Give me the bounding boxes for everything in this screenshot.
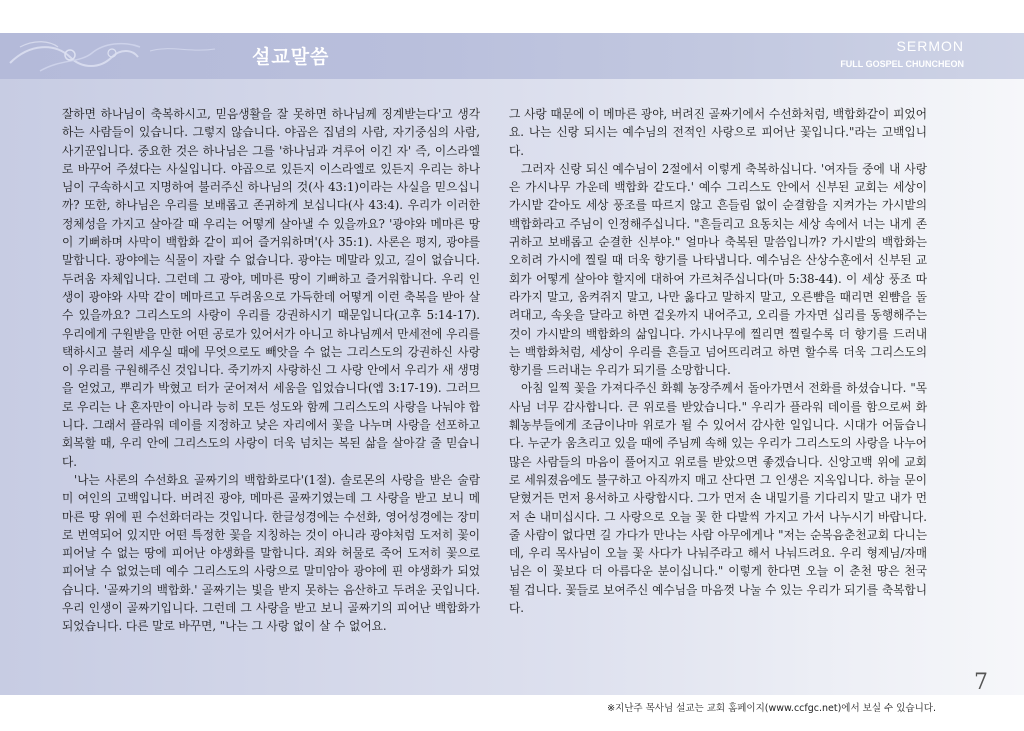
footnote: ※지난주 목사님 설교는 교회 홈페이지(www.ccfgc.net)에서 보실 수 있습니다. xyxy=(607,703,936,714)
sermon-label: SERMON xyxy=(896,38,964,54)
floral-swirl-ornament-icon xyxy=(0,33,230,79)
paragraph: 그러자 신랑 되신 예수님이 2절에서 이렇게 축복하십니다. '여자들 중에 내 사랑은 가시나무 가운데 백합화 같도다.' 예수 그리스도 안에서 신부된 교회는 세상이 가시밭 같아도 세상 풍조를 따르지 않고 흔들림 없이 순결함을 지켜가는 가시밭의 백합화라고 주님이 인정해주십니다. "흔들리고 요동치는 세상 속에서 너는 내게 존귀하고 보배롭고 순결한 신부야." 얼마나 축복된 말씀입니까? 가시밭의 백합화는 오히려 가시에 찔릴 때 더욱 향기를 나타냅니다. 예수님은 산상수훈에서 신부된 교회가 어떻게 살아야 할지에 대하여 가르쳐주십니다(마 5:38-44). 이 세상 풍조 따라가지 말고, 움켜쥐지 말고, 나만 옳다고 말하지 말고, 오른뺨을 때리면 왼뺨을 돌려대고, 속옷을 달라고 하면 겉옷까지 내어주고, 오리를 가자면 십리를 동행해주는 것이 가시밭의 백합화의 삶입니다. 가시나무에 찔리면 찔릴수록 더 향기를 드러내는 백합화처럼, 세상이 우리를 흔들고 넘어뜨리려고 하면 할수록 더욱 그리스도의 향기를 드러내는 우리가 되기를 소망합니다. xyxy=(509,161,927,378)
paragraph: 아침 일찍 꽃을 가져다주신 화훼 농장주께서 돌아가면서 전화를 하셨습니다. "목사님 너무 감사합니다. 큰 위로를 받았습니다." 우리가 플라워 데이를 함으로써 화훼농부들에게 조금이나마 위로가 될 수 있어서 감사한 일입니다. 시대가 어둡습니다. 누군가 움츠리고 있을 때에 주님께 속해 있는 우리가 그리스도의 사랑을 나누어 많은 사람들의 마음이 풀어지고 위로를 받았으면 좋겠습니다. 신앙고백 위에 교회로 세워졌음에도 불구하고 아직까지 매고 산다면 그 인생은 지옥입니다. 하늘 문이 닫혔거든 먼저 용서하고 사랑합시다. 그가 먼저 손 내밀기를 기다리지 말고 내가 먼저 손 내미십시다. 그 사랑으로 오늘 꽃 한 다발씩 가지고 가서 나누시기 바랍니다. 줄 사람이 없다면 길 가다가 만나는 사람 아무에게나 "저는 순복음춘천교회 다니는데, 우리 목사님이 오늘 꽃 사다가 나눠주라고 해서 나눠드려요. 우리 형제님/자매님은 이 꽃보다 더 아름다운 분이십니다." 이렇게 한다면 오늘 이 춘천 땅은 천국 될 겁니다. 꽃들로 보여주신 예수님을 마음껏 나눌 수 있는 우리가 되기를 축복합니다. xyxy=(509,381,927,616)
header-band xyxy=(0,33,1024,79)
left-text-column xyxy=(62,105,480,636)
right-text-column xyxy=(509,105,927,617)
article-body-band xyxy=(0,79,1024,695)
paragraph: 잘하면 하나님이 축복하시고, 믿음생활을 잘 못하면 하나님께 징계받는다'고 생각하는 사람들이 있습니다. 그렇지 않습니다. 야곱은 집념의 사람, 자기중심의 사람, 사기꾼입니다. 중요한 것은 하나님은 그를 '하나님과 겨루어 이긴 자' 즉, 이스라엘 로 바꾸어 주셨다는 사실입니다. 야곱으로 있든지 이스라엘로 있든지 우리는 하나님이 구속하시고 지명하여 불러주신 하나님의 것(사 43:1)이라는 사실을 믿으십니까? 또한, 하나님은 우리를 보배롭고 존귀하게 보십니다(사 43:4). 우리가 이러한 정체성을 가지고 살아갈 때 우리는 어떻게 살아낼 수 있을까요? '광야와 메마른 땅이 기뻐하며 사막이 백합화 같이 피어 즐거워하며'(사 35:1). 사론은 평지, 광야를 말합니다. 광야에는 식물이 자랄 수 없습니다. 광야는 메말라 있고, 길이 없습니다. 두려움 자체입니다. 그런데 그 광야, 메마른 땅이 기뻐하고 즐거워합니다. 우리 인생이 광야와 사막 같이 메마르고 두려움으로 가득한데 어떻게 이런 축복을 받아 살 수 있을까요? 그리스도의 사랑이 우리를 강권하시기 때문입니다(고후 5:14-17). 우리에게 구원받을 만한 어떤 공로가 있어서가 아니고 하나님께서 만세전에 우리를 택하시고 불러 세우실 때에 무엇으로도 빼앗을 수 없는 그리스도의 강권하신 사랑이 우리를 구원해주신 것입니다. 죽기까지 사랑하신 그 사랑 안에서 우리가 새 생명을 얻었고, 뿌리가 박혔고 터가 굳어져서 세움을 입었습니다(엡 3:17-19). 그러므로 우리는 나 혼자만이 아니라 능히 모든 성도와 함께 그리스도의 사랑을 나눠야 합니다. 그래서 플라워 데이를 지정하고 낮은 자리에서 꽃을 나누며 사랑을 선포하고 회복할 때, 우리 안에 그리스도의 사랑이 더욱 넘치는 복된 삶을 살아갈 줄 믿습니다. xyxy=(62,107,480,469)
page-number: 7 xyxy=(974,670,988,695)
church-name-label: FULL GOSPEL CHUNCHEON xyxy=(840,59,964,69)
paragraph: 그 사랑 때문에 이 메마른 광야, 버려진 골짜기에서 수선화처럼, 백합화같이 피었어요. 나는 신랑 되시는 예수님의 전적인 사랑으로 피어난 꽃입니다."라는 고백입니다. xyxy=(509,107,927,158)
paragraph: '나는 사론의 수선화요 골짜기의 백합화로다'(1절). 솔로몬의 사랑을 받은 술람미 여인의 고백입니다. 버려진 광야, 메마른 골짜기였는데 그 사랑을 받고 보니 메마른 땅 위에 핀 수선화더라는 것입니다. 한글성경에는 수선화, 영어성경에는 장미로 번역되어 있지만 어떤 특정한 꽃을 지칭하는 것이 아니라 광야처럼 도저히 꽃이 피어날 수 없는 땅에 피어난 야생화를 말합니다. 죄와 허물로 죽어 도저히 꽃으로 피어날 수 없었는데 예수 그리스도의 사랑으로 말미암아 광야에 핀 야생화가 되었습니다. '골짜기의 백합화.' 골짜기는 빛을 받지 못하는 음산하고 두려운 곳입니다. 우리 인생이 골짜기입니다. 그런데 그 사랑을 받고 보니 골짜기의 피어난 백합화가 되었습니다. 다른 말로 바꾸면, "나는 그 사랑 없이 살 수 없어요. xyxy=(62,472,480,634)
section-title: 설교말씀 xyxy=(252,46,330,68)
